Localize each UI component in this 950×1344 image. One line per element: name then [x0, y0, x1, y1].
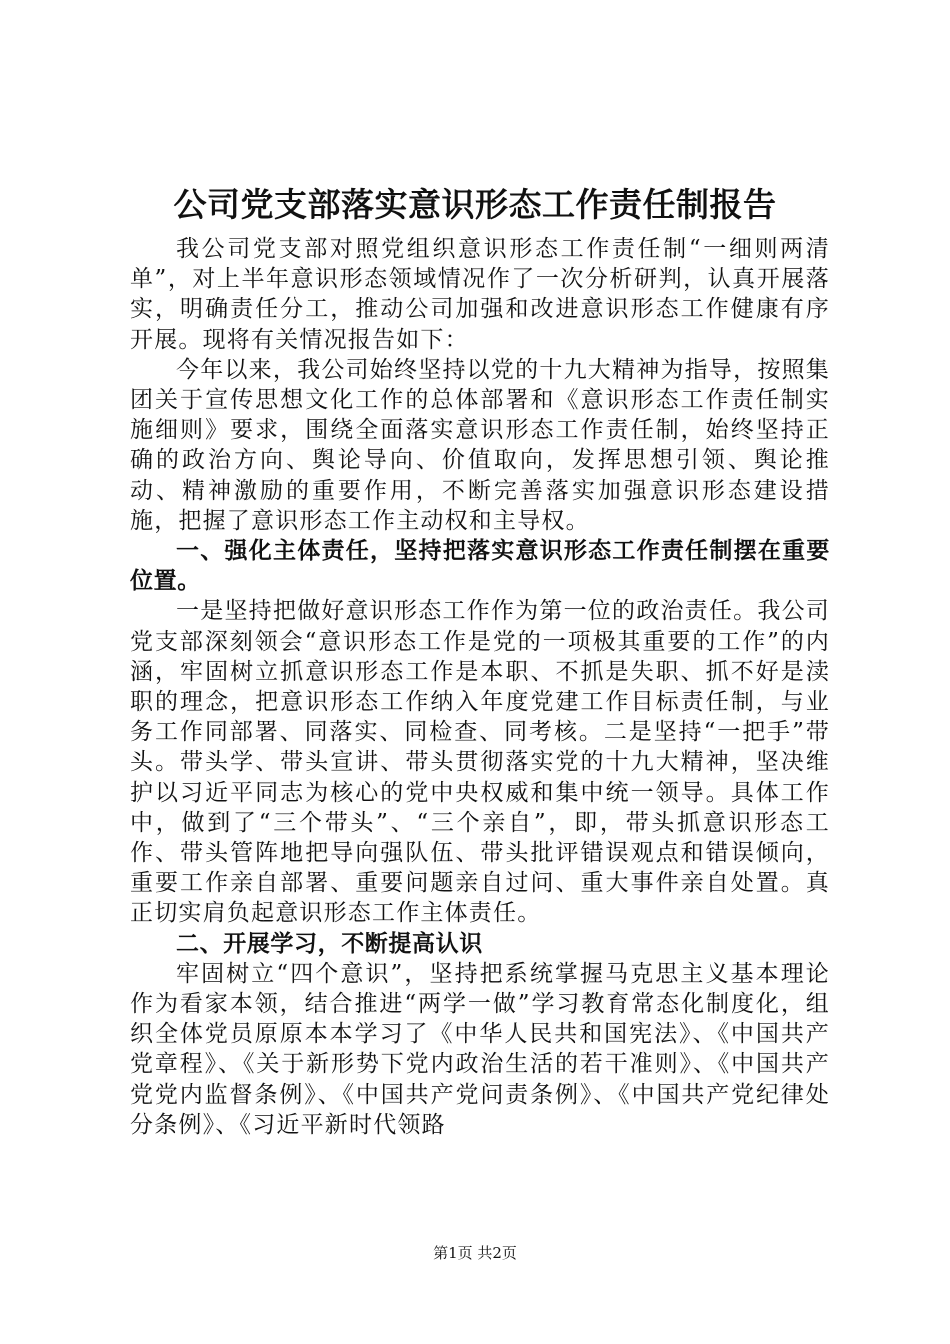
- document-title: 公司党支部落实意识形态工作责任制报告: [173, 185, 777, 224]
- paragraph-overview: 今年以来，我公司始终坚持以党的十九大精神为指导，按照集团关于宣传思想文化工作的总体部署和《意识形态工作责任制实施细则》要求，围绕全面落实意识形态工作责任制，始终坚持正确的政治方向、舆论导向、价值取向，发挥思想引领、舆论推动、精神激励的重要作用，不断完善落实加强意识形态建设措施，把握了意识形态工作主动权和主导权。: [130, 356, 830, 534]
- document-body: [130, 234, 830, 1140]
- page-footer: 第1页 共2页: [433, 1244, 517, 1262]
- paragraph-intro: 我公司党支部对照党组织意识形态工作责任制“一细则两清单”，对上半年意识形态领域情况作了一次分析研判，认真开展落实，明确责任分工，推动公司加强和改进意识形态工作健康有序开展。现将有关情况报告如下：: [130, 236, 830, 353]
- paragraph-section-1: 一是坚持把做好意识形态工作作为第一位的政治责任。我公司党支部深刻领会“意识形态工作是党的一项极其重要的工作”的内涵，牢固树立抓意识形态工作是本职、不抓是失职、抓不好是渎职的理念，把意识形态工作纳入年度党建工作目标责任制，与业务工作同部署、同落实、同检查、同考核。二是坚持“一把手”带头。带头学、带头宣讲、带头贯彻落实党的十九大精神，坚决维护以习近平同志为核心的党中央权威和集中统一领导。具体工作中，做到了“三个带头”、“三个亲自”，即，带头抓意识形态工作、带头管阵地把导向强队伍、带头批评错误观点和错误倾向，重要工作亲自部署、重要问题亲自过问、重大事件亲自处置。真正切实肩负起意识形态工作主体责任。: [130, 598, 830, 927]
- section-heading-2: 二、开展学习，不断提高认识: [176, 930, 483, 957]
- section-heading-1: 一、强化主体责任，坚持把落实意识形态工作责任制摆在重要位置。: [130, 538, 830, 595]
- paragraph-section-2: 牢固树立“四个意识”，坚持把系统掌握马克思主义基本理论作为看家本领，结合推进“两学一做”学习教育常态化制度化，组织全体党员原原本本学习了《中华人民共和国宪法》、《中国共产党章程》、《关于新形势下党内政治生活的若干准则》、《中国共产党党内监督条例》、《中国共产党问责条例》、《中国共产党纪律处分条例》、《习近平新时代领路: [130, 960, 830, 1138]
